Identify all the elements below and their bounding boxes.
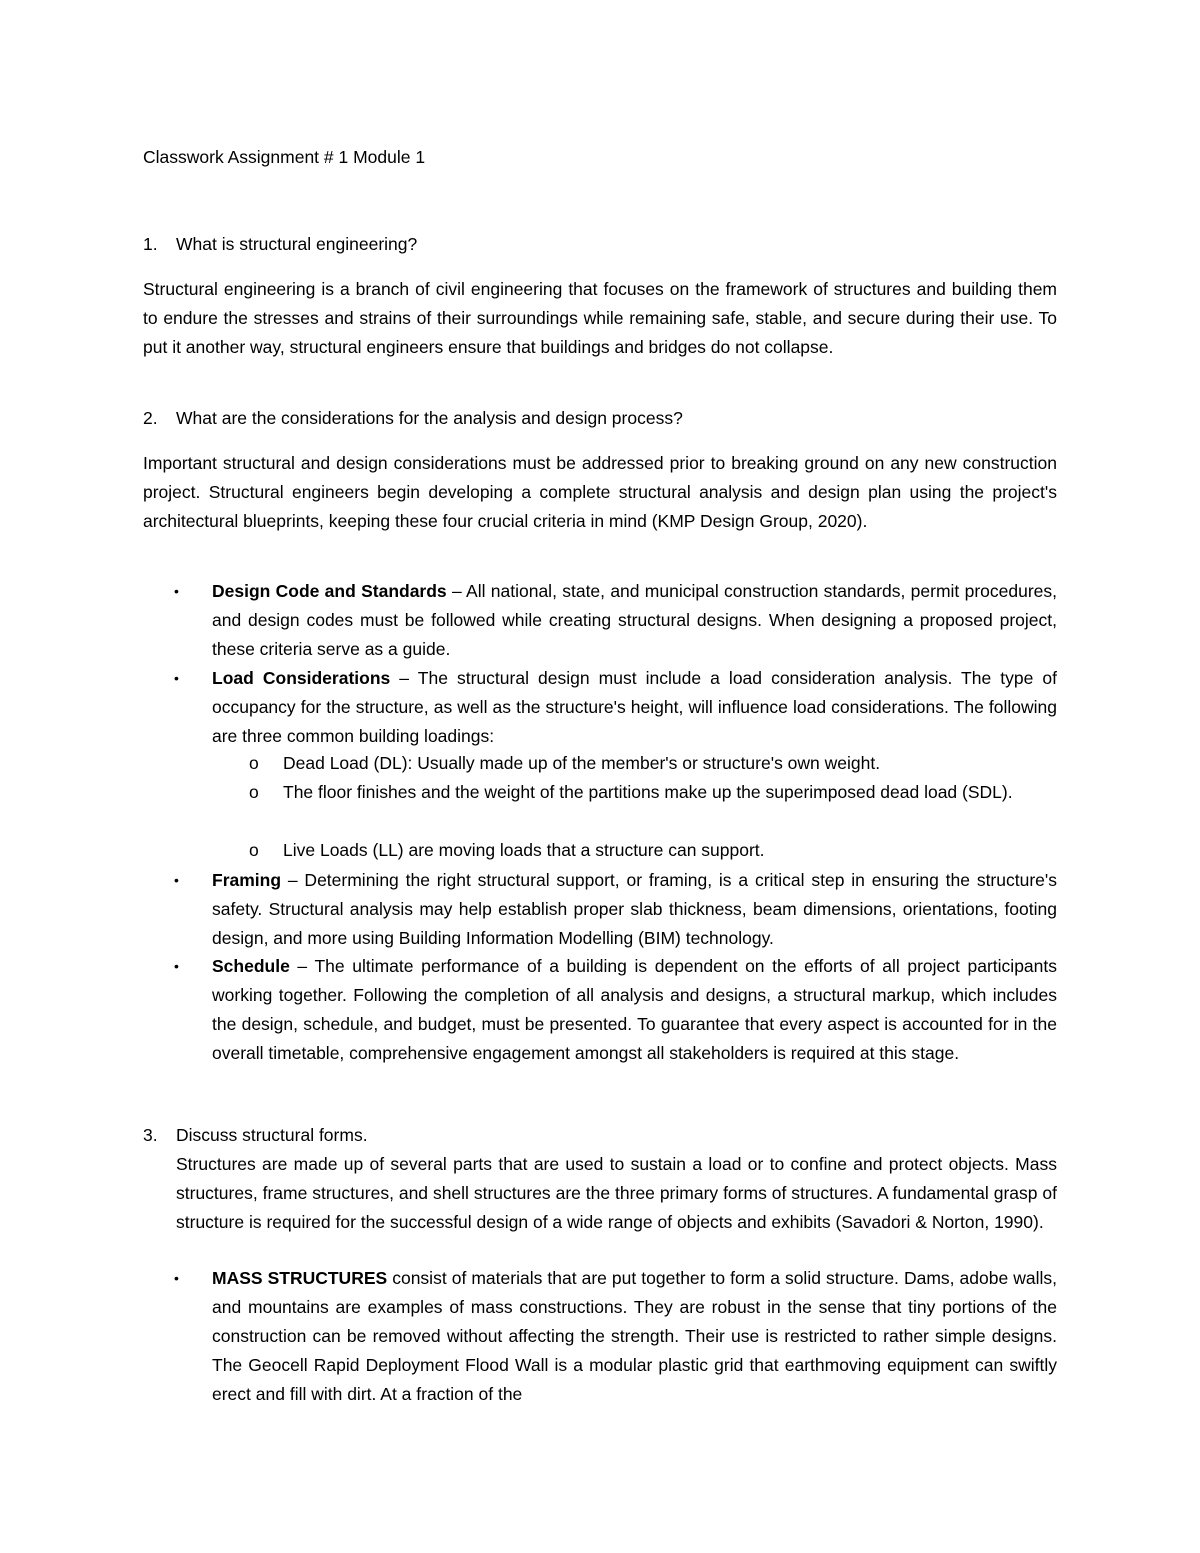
answer-3-intro: Structures are made up of several parts that are used to sustain a load or to confine and protect objects. Mass structures, frame structures, and shell structures are the three primary forms of structures. A fundamental grasp of structure is required for the successful design of a wide range of objects and exhibits (Savadori & Norton, 1990). [176, 1154, 1057, 1232]
question-3-number: 3. [143, 1125, 158, 1145]
bullet-load-considerations [174, 664, 1058, 751]
bullet-marker: • [174, 583, 179, 599]
bullet-text: – Determining the right structural support, or framing, is a critical step in ensuring the structure's safety. Structural analysis may help establish proper slab thickness, beam dimensions, orientations, footing design, and more using Building Information Modelling (BIM) technology. [212, 870, 1057, 948]
bullet-text: consist of materials that are put together to form a solid structure. Dams, adobe walls, and mountains are examples of mass constructions. They are robust in the sense that tiny portions of the construction can be removed without affecting the strength. Their use is restricted to rather simple designs. The Geocell Rapid Deployment Flood Wall is a modular plastic grid that earthmoving equipment can swiftly erect and fill with dirt. At a fraction of the [212, 1268, 1057, 1404]
bullet-term: Load Considerations [212, 668, 391, 688]
bullet-term: MASS STRUCTURES [212, 1268, 388, 1288]
bullet-term: Schedule [212, 956, 290, 976]
bullet-schedule [174, 952, 1057, 1068]
answer-2-intro: Important structural and design considerations must be addressed prior to breaking ground on any new construction project. Structural engineers begin developing a complete structural analysis and design plan using the project's architectural blueprints, keeping these four crucial criteria in mind (KMP Design Group, 2020). [143, 453, 1057, 531]
sub-item-text: Live Loads (LL) are moving loads that a structure can support. [283, 840, 765, 860]
bullet-term: Design Code and Standards [212, 581, 447, 601]
bullet-framing [174, 866, 1057, 953]
bullet-mass-structures [174, 1264, 1057, 1409]
bullet-marker: • [174, 958, 179, 974]
sub-marker: o [249, 840, 259, 860]
sub-item-superimposed-dead-load [249, 778, 1057, 807]
question-2-text: What are the considerations for the analysis and design process? [176, 408, 683, 428]
sub-item-text: Dead Load (DL): Usually made up of the member's or structure's own weight. [283, 753, 881, 773]
question-1-text: What is structural engineering? [176, 234, 418, 254]
bullet-marker: • [174, 872, 179, 888]
sub-marker: o [249, 782, 259, 802]
sub-item-dead-load [249, 749, 1057, 778]
bullet-marker: • [174, 670, 179, 686]
document-title: Classwork Assignment # 1 Module 1 [143, 147, 426, 167]
question-1-number: 1. [143, 234, 158, 254]
bullet-term: Framing [212, 870, 282, 890]
question-1 [143, 230, 417, 259]
question-3-text: Discuss structural forms. [176, 1125, 368, 1145]
question-3 [143, 1121, 368, 1150]
sub-item-live-loads [249, 836, 1057, 865]
answer-1-paragraph: Structural engineering is a branch of civil engineering that focuses on the framework of structures and building them to endure the stresses and strains of their surroundings while remaining safe, stable, and secure during their use. To put it another way, structural engineers ensure that buildings and bridges do not collapse. [143, 279, 1057, 357]
bullet-text: – The ultimate performance of a building is dependent on the efforts of all project participants working together. Following the completion of all analysis and designs, a structural markup, which includes the design, schedule, and budget, must be presented. To guarantee that every aspect is accounted for in the overall timetable, comprehensive engagement amongst all stakeholders is required at this stage. [212, 956, 1057, 1063]
bullet-text: – All national, state, and municipal construction standards, permit procedures, and design codes must be followed while creating structural designs. When designing a proposed project, these criteria serve as a guide. [212, 581, 1057, 659]
question-2 [143, 404, 683, 433]
bullet-text: – The structural design must include a load consideration analysis. The type of occupancy for the structure, as well as the structure's height, will influence load considerations. The following are three common building loadings: [212, 668, 1058, 746]
bullet-design-code [174, 577, 1057, 664]
bullet-marker: • [174, 1270, 179, 1286]
sub-item-text: The floor finishes and the weight of the partitions make up the superimposed dead load (SDL). [283, 782, 1013, 802]
question-2-number: 2. [143, 408, 158, 428]
sub-marker: o [249, 753, 259, 773]
